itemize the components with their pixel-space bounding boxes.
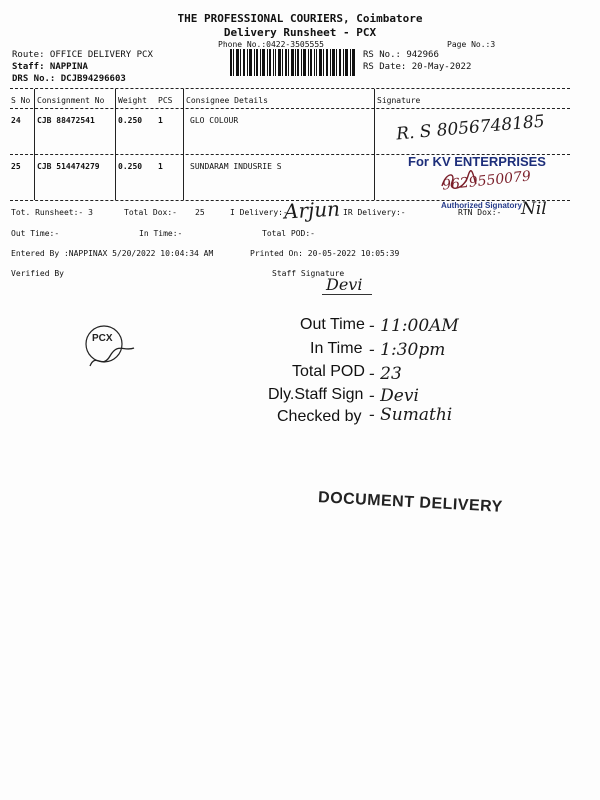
rs-number: RS No.: 942966 — [363, 50, 439, 60]
row-pcs: 1 — [158, 116, 163, 125]
column-divider — [374, 89, 375, 200]
total-dox-label: Total Dox:- — [124, 208, 177, 217]
note-total-pod-value: - 23 — [369, 364, 402, 384]
note-total-pod-label: Total POD — [292, 363, 365, 380]
phone-number: Phone No.:0422-3505555 — [218, 40, 324, 49]
total-runsheet: Tot. Runsheet:- 3 — [11, 208, 93, 217]
total-pod-label: Total POD:- — [262, 229, 315, 238]
note-dly-staff-label: Dly.Staff Sign — [268, 386, 364, 403]
column-divider — [34, 89, 35, 200]
verified-by-label: Verified By — [11, 269, 64, 278]
note-out-time-label: Out Time — [300, 316, 365, 333]
note-out-time-value: - 11:00AM — [369, 316, 459, 336]
rs-date: RS Date: 20-May-2022 — [363, 62, 472, 72]
column-divider — [183, 89, 184, 200]
column-header-consignment: Consignment No — [37, 96, 105, 105]
drs-number: DRS No.: DCJB94296603 — [12, 74, 126, 84]
row-consignment: CJB 88472541 — [37, 116, 95, 125]
rtn-dox-label: RTN Dox:- — [458, 208, 502, 217]
row-pcs: 1 — [158, 162, 163, 171]
out-time-label: Out Time:- — [11, 229, 60, 238]
signature-underline — [322, 294, 372, 295]
authorized-signatory-stamp: Authorized Signatory — [441, 201, 522, 210]
company-name: THE PROFESSIONAL COURIERS, Coimbatore — [177, 12, 423, 25]
column-divider — [115, 89, 116, 200]
barcode — [230, 49, 355, 76]
i-delivery-signature: Arjun — [283, 196, 341, 224]
page-number: Page No.:3 — [447, 40, 496, 49]
printed-on: Printed On: 20-05-2022 10:05:39 — [250, 249, 400, 258]
staff-signature-label: Staff Signature — [272, 269, 345, 278]
company-stamp: For KV ENTERPRISES — [408, 154, 546, 169]
in-time-label: In Time:- — [139, 229, 183, 238]
row-consignment: CJB 514474279 — [37, 162, 100, 171]
note-checked-value: - Sumathi — [369, 405, 453, 425]
row-weight: 0.250 — [118, 116, 143, 125]
column-header-pcs: PCS — [158, 96, 173, 105]
table-header-rule — [10, 108, 570, 109]
row-weight: 0.250 — [118, 162, 143, 171]
rtn-dox-value: Nil — [521, 199, 547, 219]
staff-signature: Devi — [326, 275, 363, 294]
row-signature: 9629550079 — [441, 168, 532, 194]
row-sno: 24 — [11, 116, 21, 125]
row-signature: R. S 8056748185 — [395, 111, 546, 145]
column-header-signature: Signature — [377, 96, 421, 105]
note-in-time-label: In Time — [310, 340, 363, 357]
column-header-consignee: Consignee Details — [186, 96, 268, 105]
total-dox-value: 25 — [195, 208, 205, 217]
note-in-time-value: - 1:30pm — [369, 340, 446, 360]
pcx-stamp-text: PCX — [92, 333, 113, 344]
i-delivery-label: I Delivery:- — [230, 208, 288, 217]
document-delivery-stamp: DOCUMENT DELIVERY — [317, 489, 504, 516]
entered-by: Entered By :NAPPINAX 5/20/2022 10:04:34 AM — [11, 249, 214, 258]
note-dly-staff-value: - Devi — [369, 386, 419, 406]
note-checked-label: Checked by — [277, 408, 362, 425]
table-top-rule — [10, 88, 570, 89]
route: Route: OFFICE DELIVERY PCX — [12, 50, 153, 60]
column-header-weight: Weight — [118, 96, 147, 105]
signature-scribble — [438, 170, 478, 192]
pcx-stamp — [80, 322, 138, 374]
row-sno: 25 — [11, 162, 21, 171]
staff-name: Staff: NAPPINA — [12, 62, 88, 72]
row-consignee: SUNDARAM INDUSRIE S — [190, 162, 282, 171]
column-header-sno: S No — [11, 96, 31, 105]
ir-delivery-label: IR Delivery:- — [343, 208, 406, 217]
sheet-title: Delivery Runsheet - PCX — [223, 26, 377, 39]
row-consignee: GLO COLOUR — [190, 116, 239, 125]
